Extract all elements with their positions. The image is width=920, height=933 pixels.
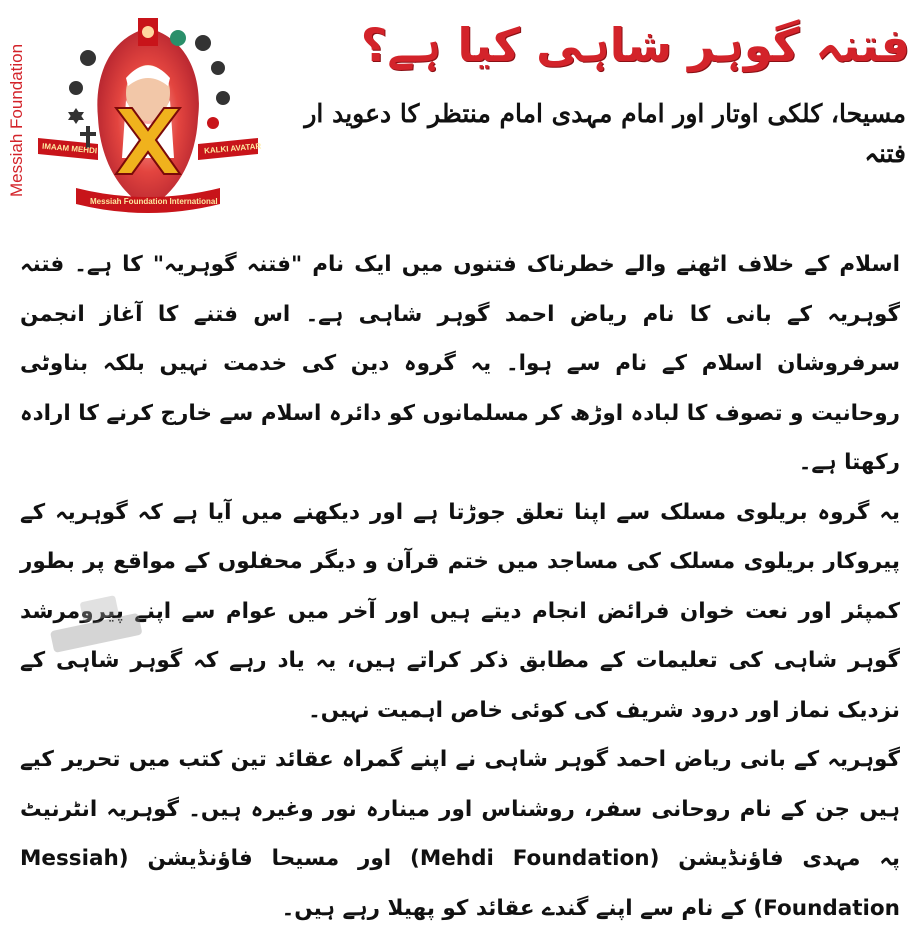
logo-graphic xyxy=(28,8,268,228)
paragraph-2: یہ گروہ بریلوی مسلک سے اپنا تعلق جوڑتا ہے اور دیکھنے میں آیا ہے کہ گوہریہ کے پیروکار بریلوی مسلک کی مساجد میں ختم قرآن و دیگر محفلوں کے مواقع پر بطور کمپئر اور نعت خوان فرائض انجام دیتے ہیں اور آخر میں عوام سے اپنے پیرومرشد گوہر شاہی کی تعلیمات کے مطابق ذکر کراتے ہیں، یہ یاد رہے کہ گوہر شاہی کے نزدیک نماز اور درود شریف کی کوئی خاص اہمیت نہیں۔ xyxy=(20,499,900,723)
logo-banner-bottom: Messiah Foundation International xyxy=(90,197,218,206)
paragraph-3: گوہریہ کے بانی ریاض احمد گوہر شاہی نے اپنے گمراہ عقائد تین کتب میں تحریر کیے ہیں جن کے نام روحانی سفر، روشناس اور مینارہ نور وغیرہ ہیں۔ گوہریہ انٹرنیٹ پہ مہدی فاؤنڈیشن (Mehdi Foundation) اور مسیحا فاؤنڈیشن (Messiah Foundation) کے نام سے اپنے گندے عقائد کو پھیلا رہے ہیں۔ xyxy=(20,747,900,921)
article-body xyxy=(20,240,900,933)
watermark-graphic xyxy=(30,592,160,662)
page-title: فتنہ گوہر شاہی کیا ہے؟ xyxy=(360,18,910,72)
emaan-daar-watermark xyxy=(30,592,160,662)
logo-banner-left: IMAAM MEHDI xyxy=(41,141,98,156)
page-subtitle: مسیحا، کلکی اوتار اور امام مہدی امام منتظر کا دعوید ار فتنہ xyxy=(304,99,906,168)
messiah-foundation-logo xyxy=(28,8,268,228)
side-vertical-label: Messiah Foundation xyxy=(7,43,26,197)
logo-banner-right: KALKI AVATAR xyxy=(203,141,262,156)
paragraph-1: اسلام کے خلاف اٹھنے والے خطرناک فتنوں میں ایک نام "فتنہ گوہریہ" کا ہے۔ فتنہ گوہریہ کے بانی کا نام ریاض احمد گوہر شاہی ہے۔ اس فتنے کا آغاز انجمن سرفروشان اسلام کے نام سے ہوا۔ یہ گروہ دین کی خدمت نہیں بلکہ بناوٹی روحانیت و تصوف کا لبادہ اوڑھ کر مسلمانوں کو دائرہ اسلام سے خارج کرنے کا ارادہ رکھتا ہے۔ xyxy=(20,252,900,475)
